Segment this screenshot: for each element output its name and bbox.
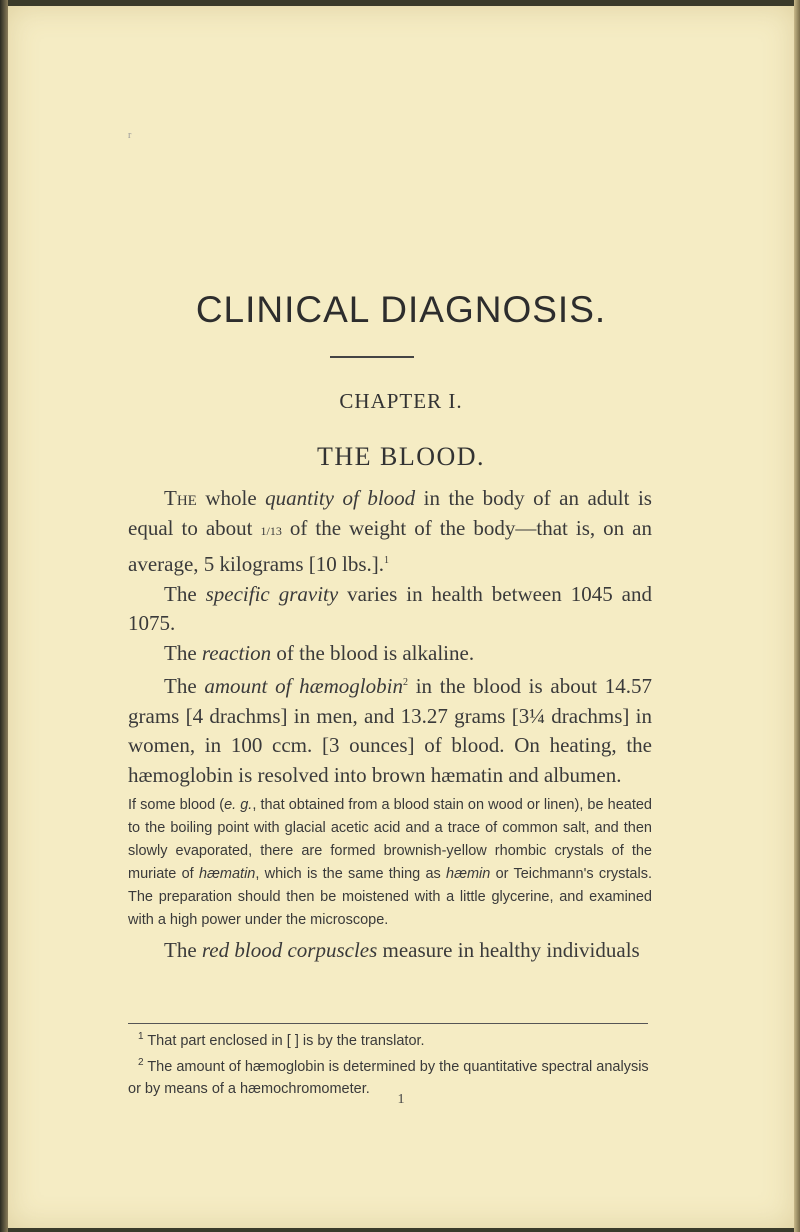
page-edge (794, 0, 800, 1232)
section-heading: THE BLOOD. (316, 442, 486, 471)
emphasis: specific gravity (205, 581, 339, 606)
emphasis: red blood corpuscles (201, 938, 378, 962)
stray-mark: r (128, 130, 132, 141)
body-text (128, 484, 652, 966)
footnote-number: 1 (138, 1031, 144, 1042)
title-divider (330, 356, 414, 358)
emphasis: e. g. (224, 797, 253, 813)
binding-edge (0, 0, 8, 1232)
text-run: , which is the same thing as (255, 866, 446, 882)
footnote-ref: 1 (384, 555, 390, 566)
paragraph-small-print (128, 794, 652, 932)
lead-word: The (164, 486, 197, 510)
text-run: whole (196, 486, 266, 510)
text-run: of the blood is alkaline. (271, 640, 475, 665)
emphasis: hæmin (446, 866, 491, 882)
text-run: varies in health between 1045 and 1075. (128, 581, 652, 635)
text-run: in the blood is about 14.57 grams [4 drachms] in men, and 13.27 grams [3¼ drachms] in women, in 100 ccm. [3 ounces] of blood. On heating, the hæmoglobin is resolved into brown hæmatin and albumen. (128, 674, 652, 787)
emphasis: reaction (201, 640, 272, 665)
footnote-text: The amount of hæmoglobin is determined by the quantitative spectral analysis or by means of a hæmochromometer. (128, 1058, 649, 1097)
text-run: or Teichmann's crystals. The preparation should then be moistened with a little glycerine, and examined with a high power under the microscope. (128, 866, 652, 928)
text-run: The (164, 581, 206, 606)
footnote-ref: 2 (402, 677, 408, 688)
fraction: 1/13 (260, 523, 282, 538)
emphasis: quantity of blood (265, 486, 416, 510)
paragraph-quantity (128, 484, 652, 580)
footnote-1 (128, 1026, 652, 1052)
chapter-heading: CHAPTER I. (339, 389, 463, 413)
footnote-number: 2 (138, 1056, 144, 1068)
footnote-divider (128, 1023, 648, 1024)
text-run: , that obtained from a blood stain on wood or linen), be heated to the boiling point with glacial acetic acid and a trace of common salt, and then slowly evaporated, there are formed brownish-yellow rhombic crystals of the muriate of (128, 797, 652, 882)
text-run: The (164, 674, 205, 698)
footnotes (128, 1026, 652, 1100)
text-run: measure in healthy individuals (377, 938, 640, 962)
text-run: The (164, 938, 202, 962)
page-number: 1 (397, 1092, 405, 1107)
paragraph-reaction (128, 639, 652, 669)
text-run: The (164, 640, 202, 665)
emphasis: amount of hæmoglobin (204, 674, 403, 698)
paragraph-red-corpuscles (128, 936, 652, 966)
paragraph-haemoglobin (128, 668, 652, 790)
text-run: If some blood ( (128, 797, 225, 813)
footnote-text: That part enclosed in [ ] is by the translator. (143, 1032, 425, 1049)
text-run: of the weight of the body—that is, on an average, 5 kilograms [10 lbs.]. (128, 515, 652, 576)
book-page (8, 6, 794, 1228)
text-run: in the body of an adult is equal to about (128, 486, 652, 540)
book-title: CLINICAL DIAGNOSIS. (195, 289, 607, 330)
paragraph-specific-gravity (128, 580, 652, 639)
emphasis: hæmatin (198, 866, 256, 882)
